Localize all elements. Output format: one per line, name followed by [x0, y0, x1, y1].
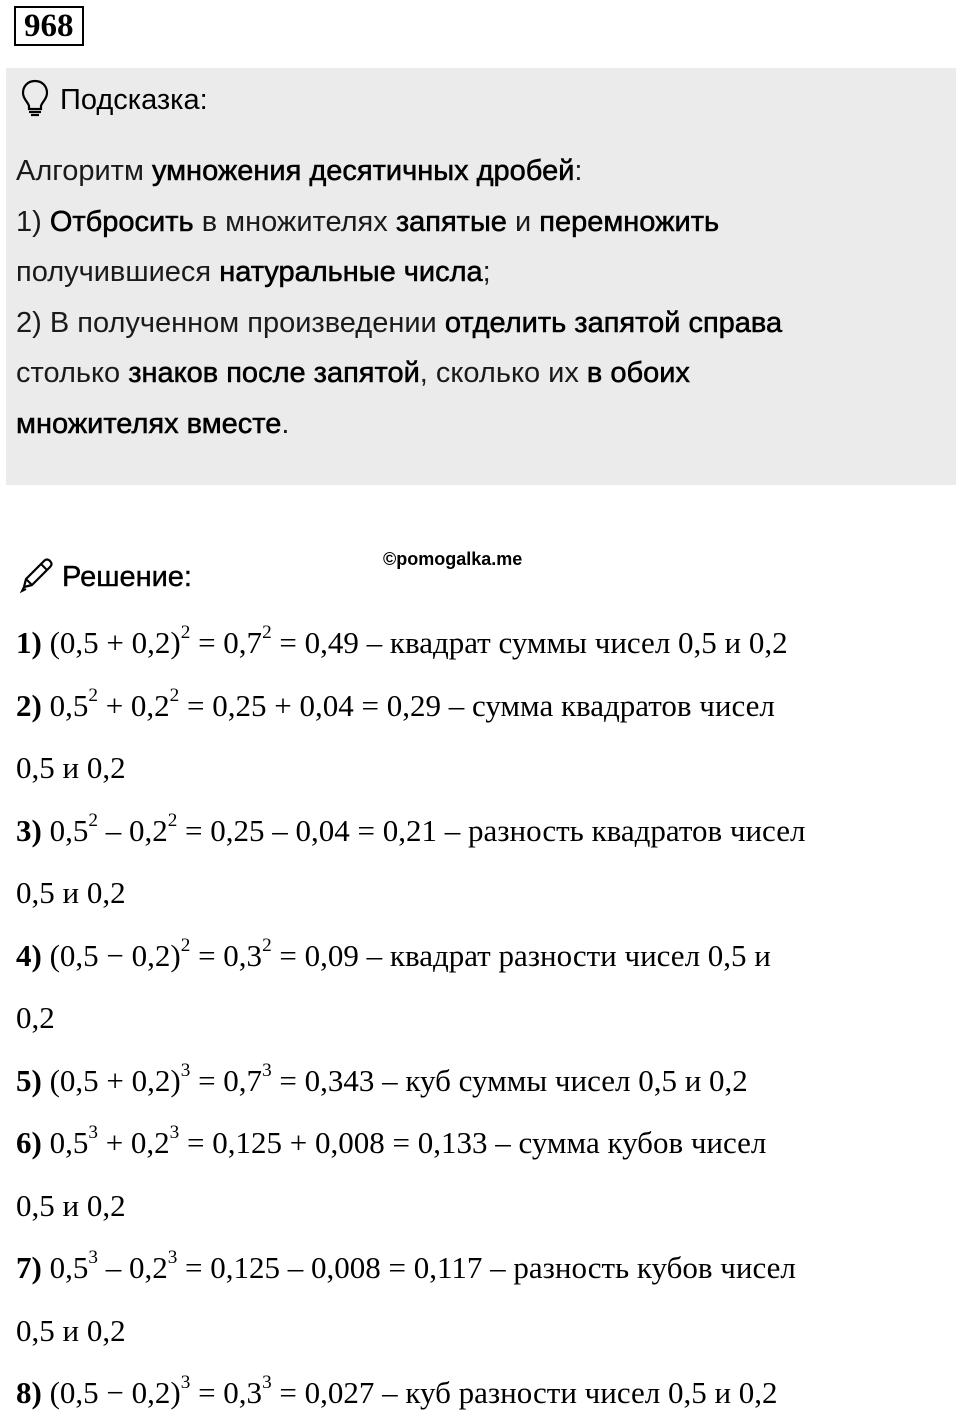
- text-segment: множителях вместе: [16, 407, 282, 440]
- text-segment: (0,5 + 0,2): [41, 625, 181, 660]
- text-segment: столько: [16, 357, 129, 389]
- text-line: [16, 1050, 952, 1113]
- item-number: 2): [16, 687, 42, 723]
- text-segment: – 0,2: [97, 812, 168, 848]
- problem-number: 968: [14, 6, 84, 46]
- text-segment: 0,2: [16, 1000, 55, 1035]
- text-segment: 0,5: [41, 1250, 89, 1285]
- text-segment: 2) В полученном произведении: [16, 306, 445, 339]
- exponent: 3: [167, 1247, 178, 1269]
- text-segment: ;: [482, 256, 491, 288]
- text-segment: = 0,09 – квадрат разности чисел 0,5 и: [271, 937, 771, 973]
- text-segment: = 0,343 – куб суммы чисел 0,5 и 0,2: [271, 1062, 748, 1098]
- text-line: [16, 925, 952, 988]
- text-segment: Отбросить: [49, 205, 194, 238]
- text-segment: (0,5 + 0,2): [41, 1062, 181, 1098]
- text-line: [16, 1175, 952, 1238]
- text-line: [16, 1112, 952, 1175]
- solution-header: [16, 555, 192, 599]
- solution-text: [16, 612, 952, 1425]
- exponent: 2: [88, 809, 98, 831]
- text-line: [16, 348, 936, 399]
- text-segment: = 0,3: [190, 937, 263, 973]
- text-segment: 0,5 и 0,2: [16, 1312, 126, 1348]
- item-number: 8): [16, 1375, 42, 1410]
- text-line: [16, 612, 952, 675]
- text-segment: = 0,25 – 0,04 = 0,21 – разность квадратов чисел: [177, 812, 806, 848]
- exponent: 3: [88, 1247, 98, 1269]
- exponent: 3: [88, 1122, 98, 1144]
- text-segment: знаков после запятой: [128, 357, 420, 389]
- hint-header: [20, 80, 208, 120]
- text-segment: = 0,7: [190, 1062, 263, 1098]
- text-segment: и: [506, 205, 540, 238]
- exponent: 3: [180, 1372, 191, 1394]
- item-number: 4): [16, 937, 42, 973]
- exponent: 3: [180, 1059, 191, 1081]
- exponent: 3: [262, 1372, 272, 1394]
- hint-text: [16, 146, 936, 449]
- text-segment: – 0,2: [97, 1250, 168, 1285]
- exponent: 2: [88, 684, 98, 706]
- text-segment: = 0,125 + 0,008 = 0,133 – сумма кубов чисел: [179, 1125, 767, 1160]
- text-line: [16, 737, 952, 800]
- text-segment: 0,5 и 0,2: [16, 750, 126, 785]
- item-number: 1): [16, 625, 42, 660]
- text-line: [16, 987, 952, 1050]
- text-segment: :: [574, 155, 583, 187]
- text-segment: (0,5 − 0,2): [41, 1375, 181, 1410]
- exponent: 2: [167, 809, 178, 831]
- item-number: 3): [16, 812, 42, 848]
- text-segment: = 0,49 – квадрат суммы чисел 0,5 и 0,2: [271, 625, 788, 660]
- text-segment: = 0,7: [190, 625, 263, 660]
- text-segment: умножения десятичных дробей: [151, 155, 575, 187]
- pencil-icon: [16, 555, 56, 600]
- item-number: 6): [16, 1125, 42, 1160]
- exponent: 3: [262, 1059, 272, 1081]
- text-line: [16, 1300, 952, 1363]
- text-segment: = 0,027 – куб разности чисел 0,5 и 0,2: [271, 1375, 778, 1410]
- hint-box: [6, 68, 956, 485]
- text-segment: запятые: [395, 205, 507, 238]
- text-segment: получившиеся: [16, 256, 220, 288]
- exponent: 3: [169, 1122, 180, 1144]
- exponent: 2: [262, 934, 272, 956]
- text-line: [16, 800, 952, 863]
- text-segment: 0,5: [41, 1125, 89, 1160]
- text-segment: 0,5 и 0,2: [16, 875, 126, 910]
- text-line: [16, 247, 936, 298]
- text-segment: (0,5 − 0,2): [41, 937, 181, 973]
- lightbulb-icon: [20, 78, 50, 123]
- text-line: [16, 197, 936, 248]
- solution-title: Решение:: [62, 560, 192, 593]
- text-segment: + 0,2: [97, 687, 170, 723]
- hint-title: Подсказка:: [60, 83, 208, 116]
- exponent: 2: [262, 622, 272, 644]
- text-segment: , сколько их: [419, 357, 587, 389]
- exponent: 2: [169, 684, 180, 706]
- text-segment: 0,5: [41, 812, 89, 848]
- text-segment: Алгоритм: [16, 155, 152, 187]
- text-segment: перемножить: [539, 205, 720, 238]
- text-segment: 0,5 и 0,2: [16, 1187, 126, 1223]
- text-line: [16, 675, 952, 738]
- text-line: [16, 1362, 952, 1425]
- text-segment: натуральные числа: [219, 256, 483, 288]
- text-segment: .: [281, 407, 290, 440]
- text-line: [16, 146, 936, 197]
- item-number: 7): [16, 1250, 42, 1285]
- text-line: [16, 298, 936, 349]
- text-segment: отделить запятой справа: [444, 306, 783, 339]
- item-number: 5): [16, 1062, 42, 1098]
- text-segment: 1): [16, 205, 50, 238]
- exponent: 2: [180, 934, 191, 956]
- exponent: 2: [180, 622, 191, 644]
- text-segment: + 0,2: [97, 1125, 170, 1160]
- text-segment: в обоих: [586, 357, 690, 389]
- text-segment: в множителях: [193, 205, 396, 238]
- text-segment: = 0,125 – 0,008 = 0,117 – разность кубов чисел: [177, 1250, 796, 1285]
- text-segment: = 0,25 + 0,04 = 0,29 – сумма квадратов чисел: [179, 687, 775, 723]
- text-line: [16, 399, 936, 450]
- text-segment: 0,5: [41, 687, 89, 723]
- text-line: [16, 1237, 952, 1300]
- watermark: ©pomogalka.me: [383, 549, 523, 569]
- text-line: [16, 862, 952, 925]
- text-segment: = 0,3: [190, 1375, 263, 1410]
